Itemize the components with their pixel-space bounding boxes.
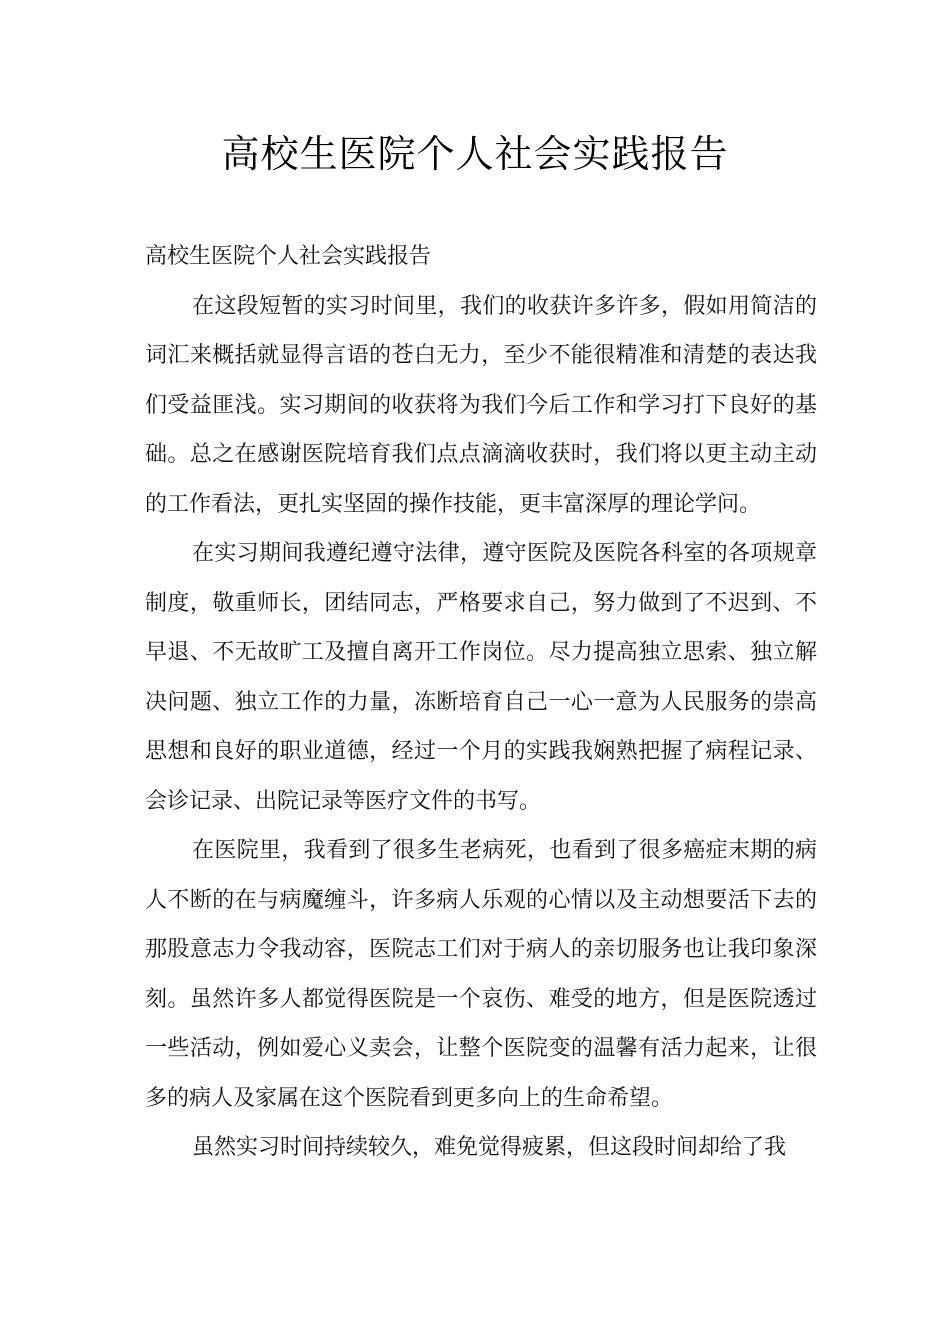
- paragraph-2: 在实习期间我遵纪遵守法律，遵守医院及医院各科室的各项规章制度，敬重师长，团结同志，严格要求自己，努力做到了不迟到、不早退、不无故旷工及擅自离开工作岗位。尽力提高独立思索、独立解决问题、独立工作的力量，冻断培育自己一心一意为人民服务的崇高思想和良好的职业道德，经过一个月的实践我娴熟把握了病程记录、会诊记录、出院记录等医疗文件的书写。: [145, 541, 817, 814]
- paragraph-3: 在医院里，我看到了很多生老病死，也看到了很多癌症末期的病人不断的在与病魔缠斗，许多病人乐观的心情以及主动想要活下去的那股意志力令我动容，医院志工们对于病人的亲切服务也让我印象深刻。虽然许多人都觉得医院是一个哀伤、难受的地方，但是医院透过一些活动，例如爱心义卖会，让整个医院变的温馨有活力起来，让很多的病人及家属在这个医院看到更多向上的生命希望。: [145, 838, 817, 1111]
- paragraph-4: 虽然实习时间持续较久，难免觉得疲累，但这段时间却给了我: [192, 1135, 787, 1160]
- document-title: 高校生医院个人社会实践报告: [221, 132, 729, 176]
- document-body: [145, 232, 817, 1173]
- document-subtitle: 高校生医院个人社会实践报告: [145, 244, 432, 269]
- paragraph-1: 在这段短暂的实习时间里，我们的收获许多许多，假如用简洁的词汇来概括就显得言语的苍白无力，至少不能很精准和清楚的表达我们受益匪浅。实习期间的收获将为我们今后工作和学习打下良好的基础。总之在感谢医院培育我们点点滴滴收获时，我们将以更主动主动的工作看法，更扎实坚固的操作技能，更丰富深厚的理论学问。: [145, 293, 817, 517]
